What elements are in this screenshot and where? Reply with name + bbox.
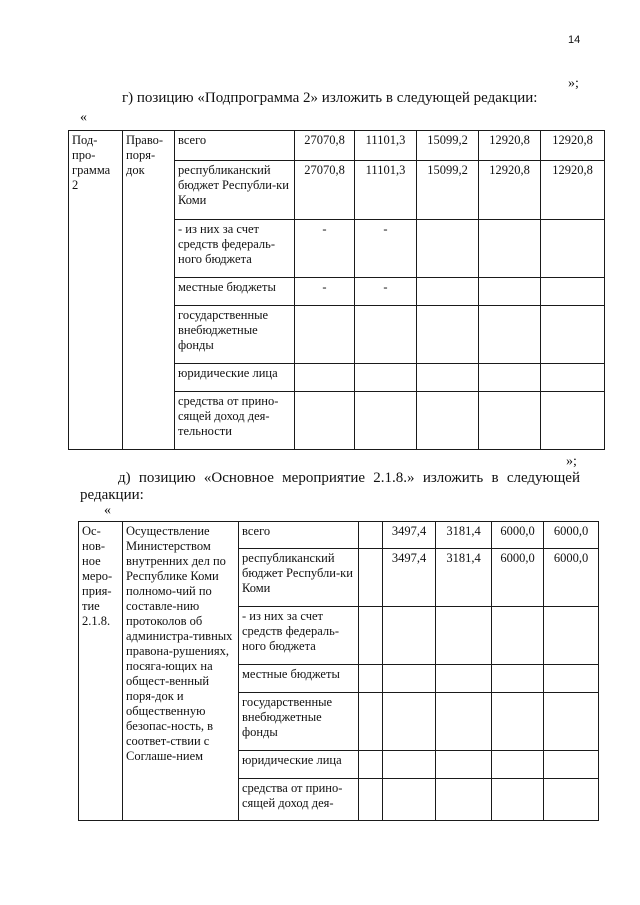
item-d-text-continuation: редакции: (80, 487, 144, 503)
table1-cell (355, 306, 417, 364)
table1-cell (479, 364, 541, 392)
table2-cell (359, 549, 383, 607)
table2-cell: 6000,0 (544, 522, 599, 549)
table1-row-label: государственные внебюджетные фонды (175, 306, 295, 364)
table2-cell (359, 693, 383, 751)
table1-cell (479, 392, 541, 450)
table2-description-cell: Осуществление Министерством внутренних дел по Республике Коми полномо-чий по составле-нию протоколов об администра-тивных правона-рушениях, посяга-ющих на общест-венный поря-док и общественную безопас-ность, в соответ-ствии с Соглаше-нием (123, 522, 239, 821)
table1-cell: 15099,2 (417, 131, 479, 161)
table2-cell (492, 751, 544, 779)
table2-cell (383, 665, 436, 693)
table2-row-label: - из них за счет средств федераль-ного бюджета (239, 607, 359, 665)
table2-activity-cell: Ос- нов- ное меро- прия- тие 2.1.8. (79, 522, 123, 821)
table1-cell: 11101,3 (355, 161, 417, 220)
table2-cell (436, 607, 492, 665)
table1-cell: 12920,8 (541, 131, 605, 161)
table2-cell (383, 693, 436, 751)
table2-cell (492, 693, 544, 751)
table2-row-label: местные бюджеты (239, 665, 359, 693)
table1-cell (417, 306, 479, 364)
table2-cell: 6000,0 (492, 522, 544, 549)
table2-cell: 6000,0 (544, 549, 599, 607)
table1-cell (541, 278, 605, 306)
table1-cell (295, 364, 355, 392)
item-d-text: д) позицию «Основное мероприятие 2.1.8.» изложить в следующей (118, 470, 580, 486)
opening-quote: « (104, 503, 111, 518)
table-row (69, 131, 605, 161)
table1-cell (355, 364, 417, 392)
table1-cell (479, 220, 541, 278)
opening-quote: « (80, 110, 87, 125)
table2-cell (544, 607, 599, 665)
table2-cell (492, 607, 544, 665)
table1-cell (417, 392, 479, 450)
table1-row-label: местные бюджеты (175, 278, 295, 306)
table2-cell (436, 665, 492, 693)
table1-cell: 12920,8 (541, 161, 605, 220)
table2-cell: 6000,0 (492, 549, 544, 607)
table2-cell (383, 779, 436, 821)
table2-row-label: юридические лица (239, 751, 359, 779)
table2-row-label: государственные внебюджетные фонды (239, 693, 359, 751)
table1-cell (479, 278, 541, 306)
table2-cell (383, 751, 436, 779)
table2-cell: 3497,4 (383, 549, 436, 607)
table1-cell (417, 364, 479, 392)
table2-cell (383, 607, 436, 665)
closing-quote: »; (566, 454, 577, 469)
table1-cell: - (295, 220, 355, 278)
table1-area-cell: Право- поря- док (123, 131, 175, 450)
table1-cell (541, 306, 605, 364)
item-g-text: г) позицию «Подпрограмма 2» изложить в следующей редакции: (122, 90, 538, 106)
table2-cell (492, 665, 544, 693)
closing-quote: »; (568, 76, 579, 91)
table1-cell (417, 220, 479, 278)
table1-cell (541, 364, 605, 392)
table2-cell: 3497,4 (383, 522, 436, 549)
table1-cell (355, 392, 417, 450)
table1-cell (479, 306, 541, 364)
table2-row-label: всего (239, 522, 359, 549)
table1-cell: 12920,8 (479, 161, 541, 220)
table2-cell (359, 522, 383, 549)
table-row (79, 522, 599, 549)
table2-row-label: средства от прино-сящей доход дея- (239, 779, 359, 821)
table1-cell (541, 392, 605, 450)
table1-row-label: средства от прино-сящей доход дея-тельности (175, 392, 295, 450)
table1-cell: 11101,3 (355, 131, 417, 161)
table2-cell (436, 751, 492, 779)
table1-row-label: - из них за счет средств федераль-ного бюджета (175, 220, 295, 278)
table1-row-label: всего (175, 131, 295, 161)
table2-row-label: республиканский бюджет Республи-ки Коми (239, 549, 359, 607)
table1-cell: - (355, 278, 417, 306)
table1-subprogram-cell: Под- про- грамма 2 (69, 131, 123, 450)
page-number: 14 (568, 34, 581, 46)
table2-cell: 3181,4 (436, 549, 492, 607)
table2-cell (436, 693, 492, 751)
table2-cell (544, 779, 599, 821)
table1-row-label: юридические лица (175, 364, 295, 392)
table2-cell (359, 607, 383, 665)
table2-cell: 3181,4 (436, 522, 492, 549)
table-subprogram-2 (68, 130, 605, 450)
table1-cell: 12920,8 (479, 131, 541, 161)
table1-cell: - (295, 278, 355, 306)
table2-cell (436, 779, 492, 821)
table1-cell: 15099,2 (417, 161, 479, 220)
table1-cell: 27070,8 (295, 131, 355, 161)
table2-cell (359, 751, 383, 779)
table2-cell (492, 779, 544, 821)
table1-cell (541, 220, 605, 278)
table1-cell (295, 306, 355, 364)
table1-row-label: республиканский бюджет Республи-ки Коми (175, 161, 295, 220)
table1-cell: - (355, 220, 417, 278)
table1-cell (295, 392, 355, 450)
table2-cell (544, 665, 599, 693)
table-main-activity-2-1-8 (78, 521, 599, 821)
table2-cell (544, 693, 599, 751)
table2-cell (544, 751, 599, 779)
table2-cell (359, 779, 383, 821)
table1-cell (417, 278, 479, 306)
table2-cell (359, 665, 383, 693)
table1-cell: 27070,8 (295, 161, 355, 220)
